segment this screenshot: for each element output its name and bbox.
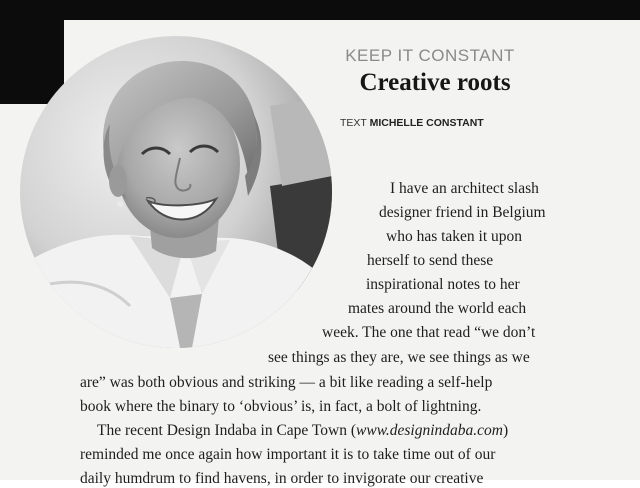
article-header [300, 46, 560, 98]
body-line-2: designer friend in Belgium [379, 204, 546, 221]
body-line-1: I have an architect slash [390, 180, 539, 197]
portrait-illustration [20, 36, 332, 348]
body-line-8: see things as they are, we see things as we [268, 349, 530, 366]
byline [340, 117, 484, 129]
top-black-band [0, 0, 640, 20]
closing-paren: ) [503, 422, 509, 439]
byline-prefix: TEXT [340, 117, 367, 129]
body-line-5: inspirational notes to her [366, 276, 520, 293]
body-line-10: book where the binary to ‘obvious’ is, in fact, a bolt of lightning. [80, 398, 482, 415]
author-portrait-photo [20, 36, 332, 348]
body-line-7: week. The one that read “we don’t [322, 324, 536, 341]
website-url: www.designindaba.com [356, 422, 503, 439]
body-line-3: who has taken it upon [386, 228, 523, 245]
left-black-band [0, 0, 64, 104]
body-line-11-text: The recent Design Indaba in Cape Town ( [97, 422, 357, 439]
byline-author: MICHELLE CONSTANT [369, 117, 484, 129]
body-line-12: reminded me once again how important it is to take time out of our [80, 446, 496, 463]
body-line-6: mates around the world each [348, 300, 527, 317]
column-kicker: KEEP IT CONSTANT [345, 46, 515, 65]
body-line-13: daily humdrum to find havens, in order to invigorate our creative [80, 470, 484, 487]
body-line-9: are” was both obvious and striking — a bit like reading a self-help [80, 374, 493, 391]
body-line-4: herself to send these [367, 252, 494, 269]
article-title: Creative roots [359, 69, 511, 96]
body-line-11 [97, 422, 508, 440]
